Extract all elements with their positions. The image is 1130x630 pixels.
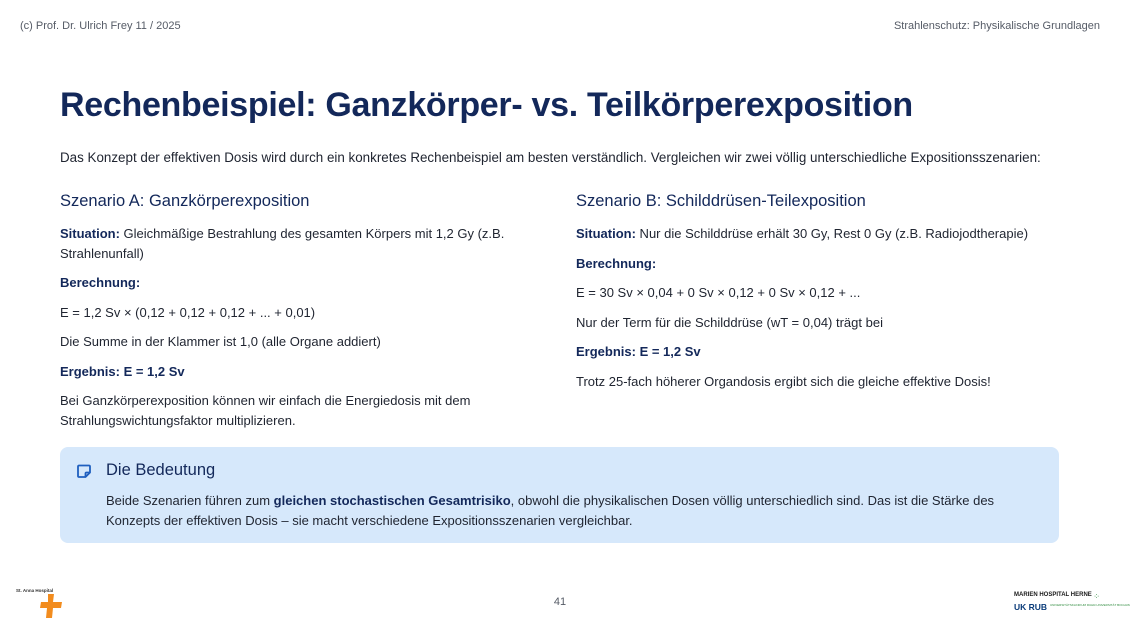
scenario-b-column xyxy=(576,192,1046,401)
situation-label: Situation: xyxy=(60,226,120,241)
logo-text: MARIEN HOSPITAL HERNE xyxy=(1014,592,1092,598)
callout-text-emphasis: gleichen stochastischen Gesamtrisiko xyxy=(273,493,511,508)
st-anna-hospital-logo xyxy=(16,588,76,618)
scenario-b-heading: Szenario B: Schilddrüsen-Teilexposition xyxy=(576,192,866,210)
meaning-callout xyxy=(60,447,1059,543)
calc-label: Berechnung: xyxy=(576,255,657,271)
leaf-mark-icon: ⁘ xyxy=(1093,592,1100,601)
result-text: Ergebnis: E = 1,2 Sv xyxy=(576,344,701,359)
callout-text-part: Beide Szenarien führen zum xyxy=(106,493,274,508)
situation-text: Gleichmäßige Bestrahlung des gesamten Körpers mit 1,2 Gy (z.B. Strahlenunfall) xyxy=(60,226,505,261)
logo-text: St. Anna Hospital xyxy=(16,588,54,593)
scenario-b-conclusion: Trotz 25-fach höherer Organdosis ergibt sich die gleiche effektive Dosis! xyxy=(576,373,991,389)
calc-label: Berechnung: xyxy=(60,275,141,290)
situation-text: Nur die Schilddrüse erhält 30 Gy, Rest 0 Gy (z.B. Radiojodtherapie) xyxy=(635,226,1029,241)
scenario-a-heading: Szenario A: Ganzkörperexposition xyxy=(60,192,310,210)
marien-hospital-logo xyxy=(1014,592,1130,616)
footer-copyright: (c) Prof. Dr. Ulrich Frey 11 / 2025 xyxy=(20,20,181,32)
logo-text: UK RUB xyxy=(1014,602,1048,612)
scenario-a-note: Die Summe in der Klammer ist 1,0 (alle Organe addiert) xyxy=(60,334,381,349)
callout-heading: Die Bedeutung xyxy=(106,461,216,479)
scenario-b-result xyxy=(576,342,1046,362)
scenario-a-formula: E = 1,2 Sv × (0,12 + 0,12 + 0,12 + ... + 0,01) xyxy=(60,304,316,320)
scenario-a-conclusion: Bei Ganzkörperexposition können wir einfach die Energiedosis mit dem Strahlungswichtungsfaktor multiplizieren. xyxy=(60,393,471,428)
scenario-b-situation xyxy=(576,224,1046,244)
situation-label: Situation: xyxy=(576,226,636,241)
scenario-a-column xyxy=(60,192,530,440)
scenario-b-note: Nur der Term für die Schilddrüse (wT = 0,04) trägt bei xyxy=(576,314,883,330)
scenario-a-calc-label xyxy=(60,273,530,293)
scenario-b-formula: E = 30 Sv × 0,04 + 0 Sv × 0,12 + 0 Sv × 0,12 + ... xyxy=(576,285,861,300)
logo-text: UNIVERSITÄTSKLINIKUM RUHR-UNIVERSITÄT BOCHUM xyxy=(1050,603,1130,607)
callout-text-part: , obwohl die physikalischen Dosen völlig unterschiedlich sind. Das ist die Stärke des Konzepts der effektiven Dosis – sie macht verschiedene Expositionsszenarien vergleichbar. xyxy=(106,493,995,528)
callout-text xyxy=(106,491,1026,530)
slide-title: Rechenbeispiel: Ganzkörper- vs. Teilkörperexposition xyxy=(60,86,913,124)
scenario-a-situation xyxy=(60,224,530,263)
presentation-title: Strahlenschutz: Physikalische Grundlagen xyxy=(893,20,1100,32)
page-number: 41 xyxy=(553,596,567,608)
scenario-b-calc-label xyxy=(576,254,1046,274)
result-text: Ergebnis: E = 1,2 Sv xyxy=(60,363,185,379)
note-icon xyxy=(76,463,92,479)
scenario-a-result xyxy=(60,362,530,382)
intro-text: Das Konzept der effektiven Dosis wird durch ein konkretes Rechenbeispiel am besten verständlich. Vergleichen wir zwei völlig unterschiedliche Expositionsszenarien: xyxy=(60,150,1041,165)
orange-cross-icon xyxy=(38,593,68,619)
